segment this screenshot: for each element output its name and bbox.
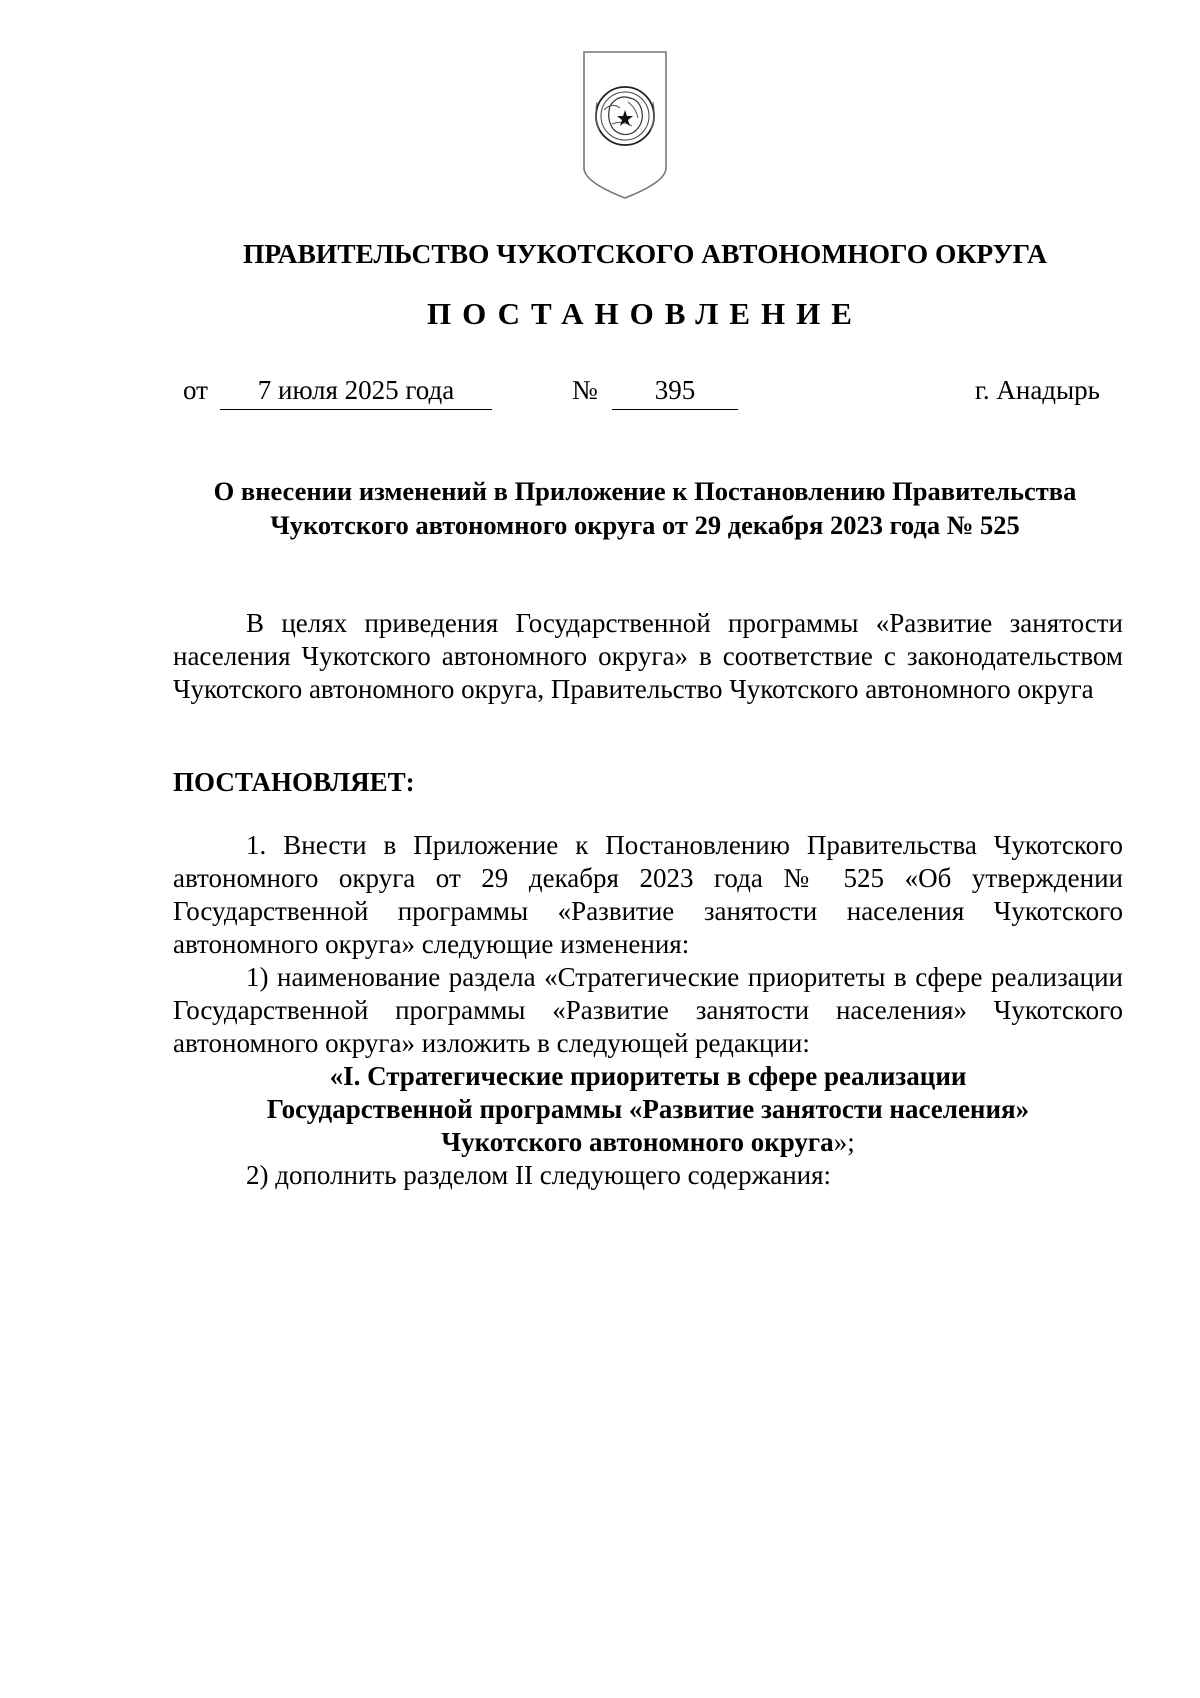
preamble bbox=[173, 607, 1123, 706]
document-type: ПОСТАНОВЛЕНИЕ bbox=[427, 296, 863, 331]
number-label: № bbox=[572, 375, 598, 405]
item-1: 1. Внести в Приложение к Постановлению Правительства Чукотского автономного округа от 29 декабря 2023 года № 525 «Об утверждении Государственной программы «Развитие занятости населения Чукотского автономного округа» следующие изменения: bbox=[173, 830, 1123, 959]
section-title bbox=[173, 1060, 1123, 1159]
resolves-label: ПОСТАНОВЛЯЕТ: bbox=[173, 767, 415, 797]
document-number: 395 bbox=[612, 375, 738, 410]
preamble-text: В целях приведения Государственной программы «Развитие занятости населения Чукотского автономного округа» в соответствие с законодательством Чукотского автономного округа, Правительство Чукотского автономного округа bbox=[173, 608, 1123, 704]
subitem-1: 1) наименование раздела «Стратегические приоритеты в сфере реализации Государственной программы «Развитие занятости населения» Чукотского автономного округа» изложить в следующей редакции: bbox=[173, 962, 1123, 1058]
city: г. Анадырь bbox=[974, 375, 1100, 405]
from-label: от bbox=[183, 375, 208, 405]
government-title: ПРАВИТЕЛЬСТВО ЧУКОТСКОГО АВТОНОМНОГО ОКРУГА bbox=[242, 238, 1048, 269]
heading-line-1: О внесении изменений в Приложение к Постановлению Правительства bbox=[213, 476, 1077, 506]
section-title-line-2: Государственной программы «Развитие занятости населения» bbox=[266, 1094, 1030, 1124]
section-title-line-1: «I. Стратегические приоритеты в сфере реализации bbox=[329, 1061, 967, 1091]
document-heading bbox=[170, 474, 1120, 542]
resolution-items bbox=[173, 829, 1123, 1192]
document-details bbox=[0, 375, 1200, 415]
document-date: 7 июля 2025 года bbox=[220, 375, 492, 410]
subitem-2: 2) дополнить разделом II следующего содержания: bbox=[246, 1160, 832, 1190]
coat-of-arms-icon bbox=[582, 50, 668, 200]
section-title-end: »; bbox=[833, 1127, 855, 1157]
section-title-line-3: Чукотского автономного округа bbox=[441, 1127, 834, 1157]
heading-line-2: Чукотского автономного округа от 29 декабря 2023 года № 525 bbox=[270, 510, 1020, 540]
